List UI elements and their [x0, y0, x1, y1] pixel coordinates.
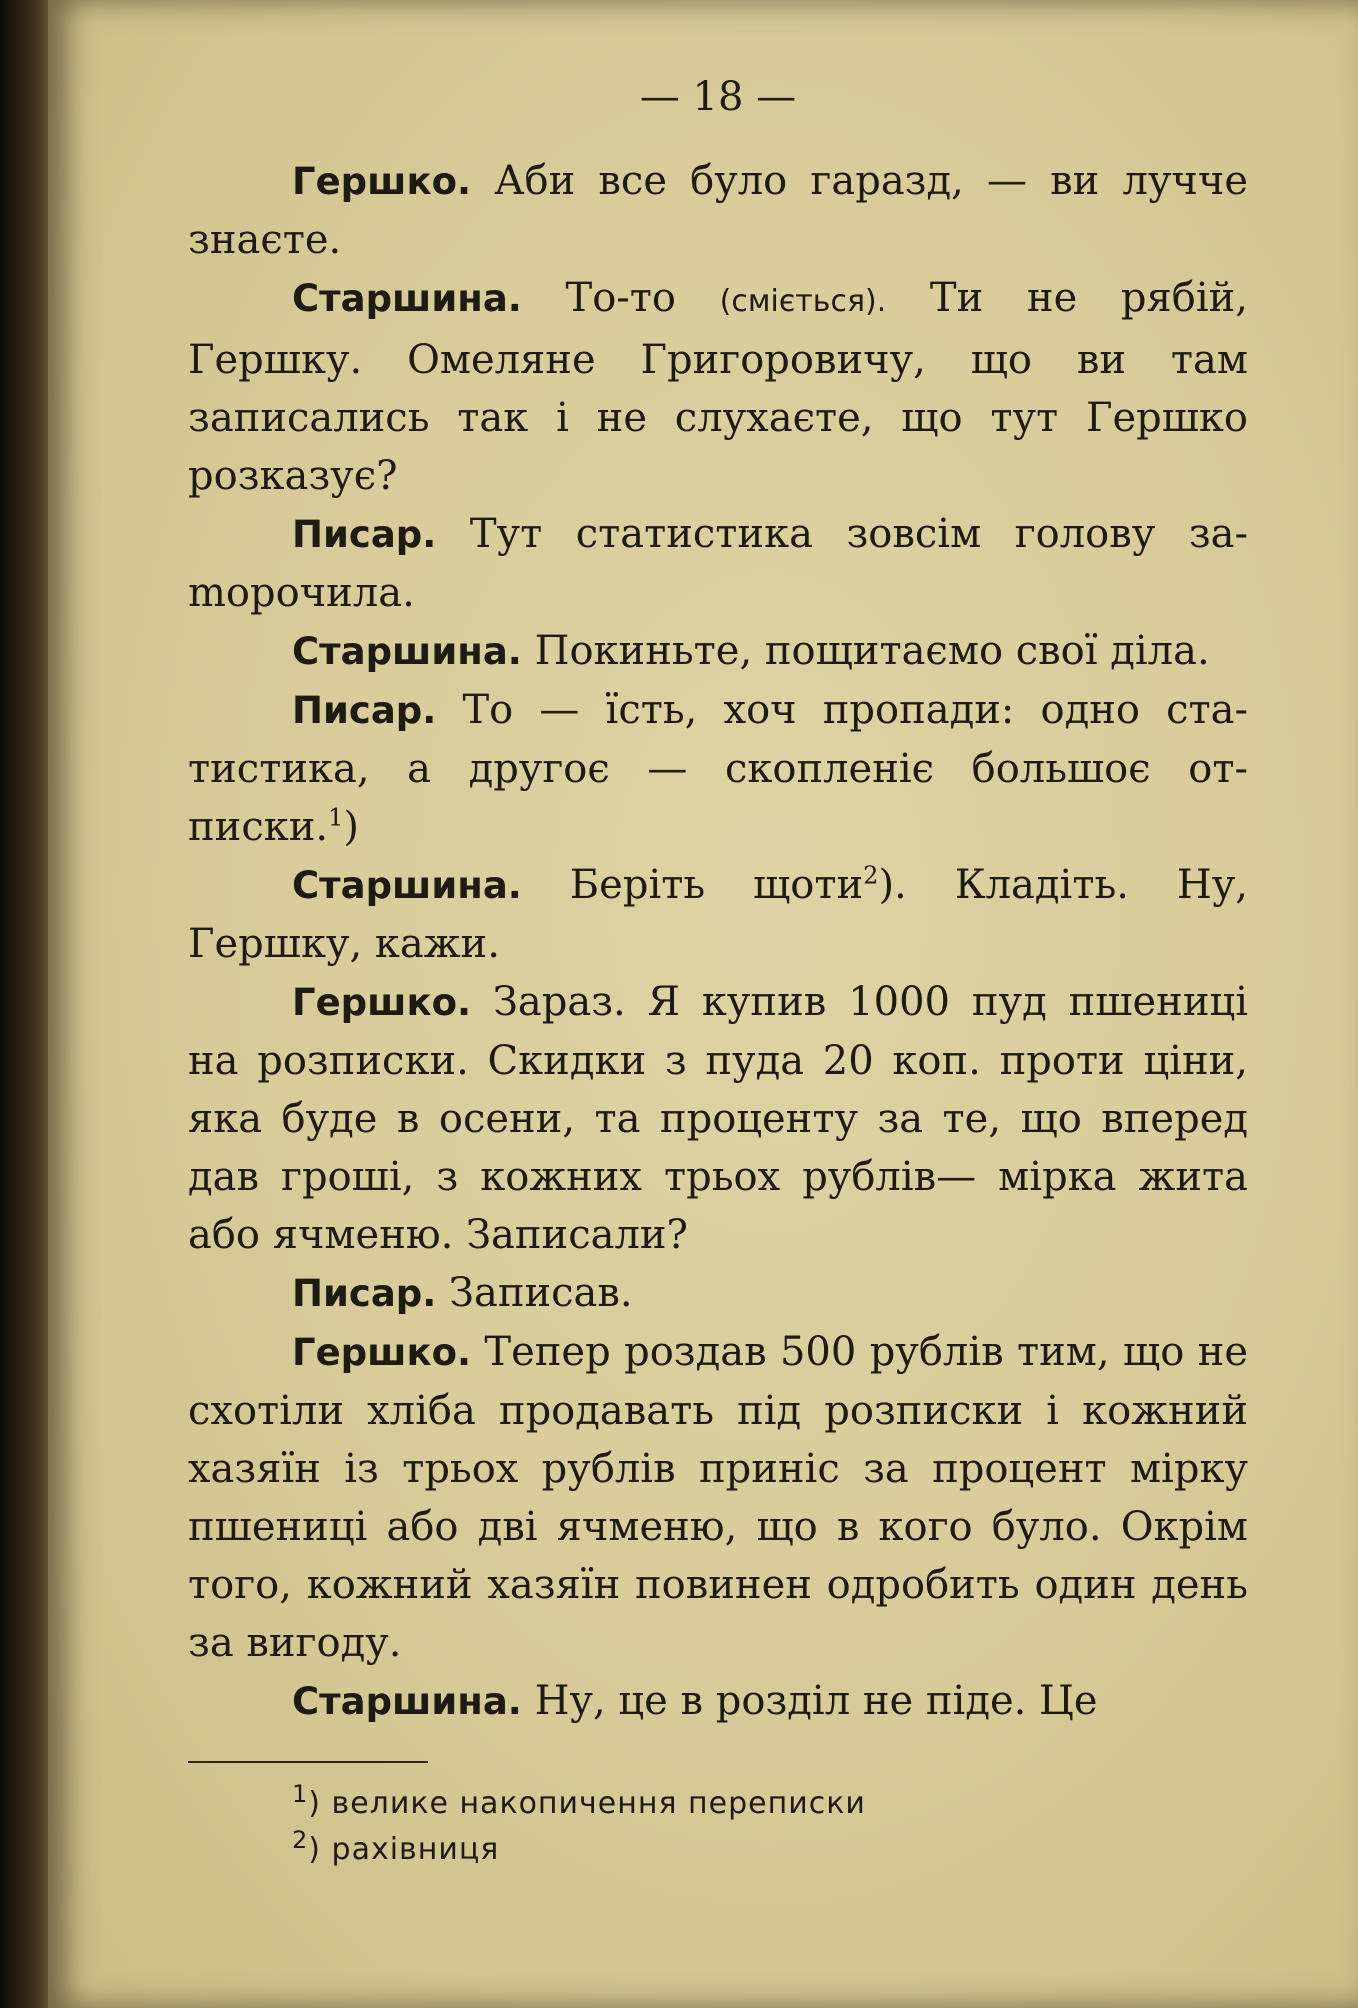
- footnote-text: ) рахівниця: [308, 1832, 500, 1867]
- page-number: — 18 —: [639, 74, 797, 120]
- speech-text: Беріть щоти: [521, 862, 864, 908]
- footnote: [292, 1781, 1248, 1827]
- speaker-name: Старшина.: [292, 1680, 522, 1723]
- speech-text: Ти не рябій, Гершку. Омеляне Григоровичу, що ви там записались так і не слухаєте, що тут Гершко розказує?: [188, 275, 1248, 499]
- speech-paragraph: [188, 1672, 1248, 1731]
- speech-paragraph: [188, 973, 1248, 1264]
- speech-paragraph: [188, 1264, 1248, 1323]
- footnote-number: 1: [292, 1780, 309, 1808]
- speech-text: Тепер роздав 500 рублів тим, що не схотіли хліба продавать під розписки і кожний хазяїн із трьох рублів приніс за процент мірку пшениці або дві ячменю, що в кого було. Окрім того, кожний хазяїн повинен одробить один день за вигоду.: [188, 1329, 1248, 1666]
- speaker-name: Старшина.: [292, 630, 522, 673]
- speech-paragraph: [188, 856, 1248, 973]
- speech-paragraph: [188, 505, 1248, 622]
- speaker-name: Старшина.: [292, 864, 522, 907]
- speaker-name: Старшина.: [292, 277, 522, 320]
- speech-paragraph: [188, 269, 1248, 505]
- footnote-divider: [188, 1761, 428, 1763]
- speaker-name: Писар.: [292, 513, 437, 556]
- footnote-marker: 2: [863, 861, 879, 890]
- speaker-name: Гершко.: [292, 981, 472, 1024]
- speech-text: То-то: [521, 275, 720, 321]
- speech-paragraph: [188, 681, 1248, 856]
- stage-direction: (сміється).: [719, 284, 887, 319]
- speaker-name: Писар.: [292, 1272, 437, 1315]
- speech-text: Записав.: [436, 1270, 633, 1316]
- speech-text: Аби все було гаразд, — ви лучче знаєте.: [188, 158, 1248, 263]
- speaker-name: Гершко.: [292, 1331, 472, 1374]
- speech-text: Тут статистика зовсім голову заmорочила.: [188, 511, 1248, 616]
- page-text: [188, 68, 1248, 1873]
- speech-text: То — їсть, хоч пропади: одно статистика, а другоє — скопленіє большоє отписки.: [188, 687, 1248, 850]
- speech-text: Покиньте, пощитаємо свої діла.: [521, 628, 1210, 674]
- speech-text: Зараз. Я купив 1000 пуд пшениці на розписки. Скидки з пуда 20 коп. проти ціни, яка буде в осени, та проценту за те, що вперед дав гроші, з кожних трьох рублів— мірка жита або ячменю. Записали?: [188, 979, 1248, 1258]
- footnote-marker: 1: [328, 803, 344, 832]
- speaker-name: Гершко.: [292, 160, 472, 203]
- footnote-number: 2: [292, 1826, 309, 1854]
- speech-paragraph: [188, 152, 1248, 269]
- speech-text: ). Кладіть. Ну, Гершку, кажи.: [188, 862, 1249, 967]
- footnote: [292, 1827, 1248, 1873]
- speech-text: Ну, це в розділ не піде. Це: [521, 1678, 1098, 1724]
- speaker-name: Писар.: [292, 689, 437, 732]
- speech-text: ): [343, 804, 359, 850]
- speech-paragraph: [188, 1323, 1248, 1672]
- footnote-text: ) велике накопичення переписки: [308, 1786, 866, 1821]
- speech-paragraph: [188, 622, 1248, 681]
